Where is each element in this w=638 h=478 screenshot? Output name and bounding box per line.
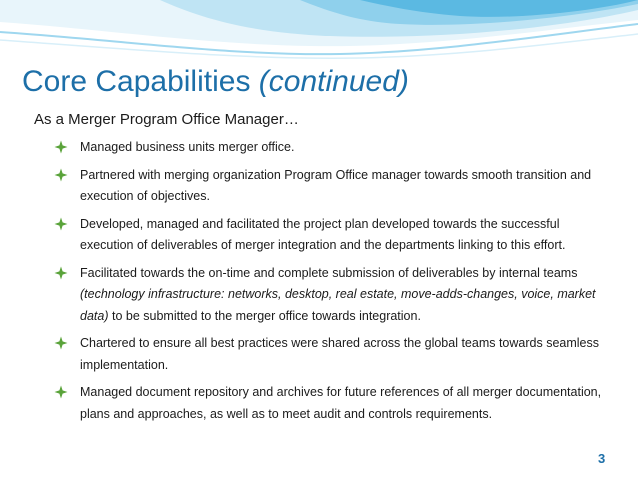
bullet-text: Developed, managed and facilitated the project plan developed towards the successful execution of deliverables of merger integration and the departments linking to this effort.	[80, 216, 566, 252]
diamond-bullet-icon	[54, 140, 68, 154]
bullet-text-after: to be submitted to the merger office towards integration.	[108, 308, 421, 323]
diamond-bullet-icon	[54, 217, 68, 231]
bullet-item	[54, 214, 614, 257]
bullet-text-italic: (technology infrastructure: networks, desktop, real estate, move-adds-changes, voice, market data)	[80, 287, 596, 323]
bullet-text: Managed business units merger office.	[80, 140, 295, 154]
slide-title	[22, 62, 409, 102]
diamond-bullet-icon	[54, 168, 68, 182]
bullet-text: Managed document repository and archives for future references of all merger documentation, plans and approaches, as well as to meet audit and controls requirements.	[80, 385, 602, 421]
bullet-text: Partnered with merging organization Program Office manager towards smooth transition and execution of objectives.	[80, 167, 592, 203]
bullet-item	[54, 137, 614, 159]
bullet-item	[54, 165, 614, 208]
bullet-item	[54, 263, 614, 328]
bullet-list	[54, 137, 614, 431]
bullet-text: Facilitated towards the on-time and complete submission of deliverables by internal teams	[80, 265, 578, 280]
slide-title-continued: (continued)	[258, 65, 409, 98]
bullet-text: Chartered to ensure all best practices were shared across the global teams towards seamless implementation.	[80, 336, 600, 372]
slide-title-main: Core Capabilities	[22, 65, 259, 98]
intro-text: As a Merger Program Office Manager…	[34, 111, 299, 128]
page-number: 3	[598, 451, 606, 466]
bullet-item	[54, 333, 614, 376]
bullet-item	[54, 382, 614, 425]
diamond-bullet-icon	[54, 336, 68, 350]
diamond-bullet-icon	[54, 385, 68, 399]
diamond-bullet-icon	[54, 266, 68, 280]
header-wave-decoration	[0, 0, 638, 60]
